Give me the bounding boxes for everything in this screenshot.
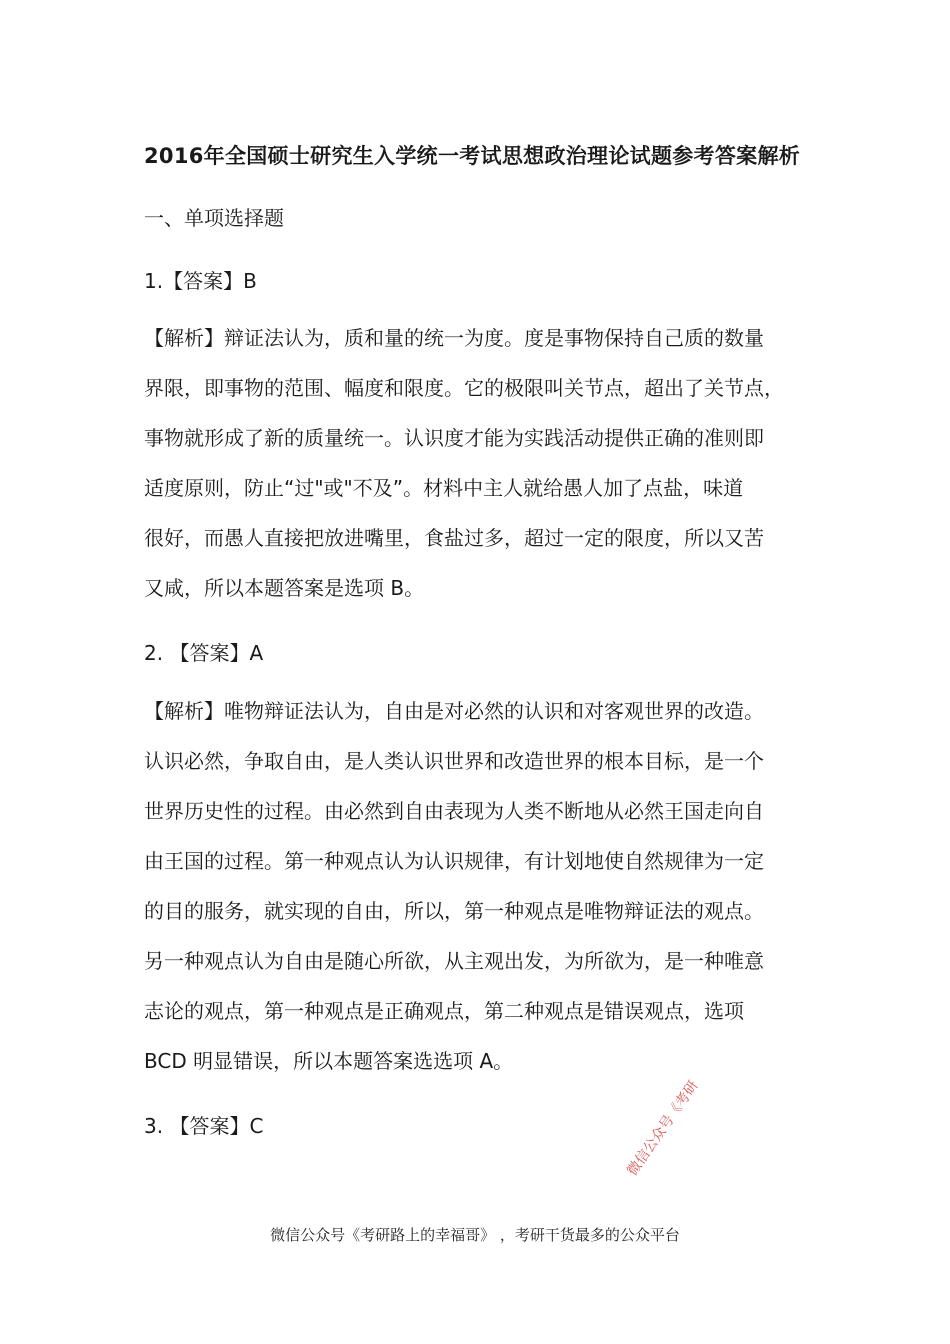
analysis-line: 认识必然，争取自由，是人类认识世界和改造世界的根本目标，是一个 [144, 749, 764, 773]
analysis-line: 志论的观点，第一种观点是正确观点，第二种观点是错误观点，选项 [144, 999, 744, 1023]
analysis-line: 很好，而愚人直接把放进嘴里，食盐过多，超过一定的限度，所以又苦 [144, 526, 764, 550]
question-1-analysis [144, 313, 810, 613]
analysis-line: 的目的服务，就实现的自由，所以，第一种观点是唯物辩证法的观点。 [144, 899, 764, 923]
analysis-line: 由王国的过程。第一种观点认为认识规律，有计划地使自然规律为一定 [144, 849, 764, 873]
analysis-line: BCD 明显错误，所以本题答案选选项 A。 [144, 1049, 514, 1073]
watermark-text: 微信公众号《考研 [624, 1077, 702, 1179]
analysis-line: 另一种观点认为自由是随心所欲，从主观出发，为所欲为，是一种唯意 [144, 949, 764, 973]
analysis-line: 【解析】唯物辩证法认为，自由是对必然的认识和对客观世界的改造。 [144, 699, 764, 723]
analysis-line: 【解析】辩证法认为，质和量的统一为度。度是事物保持自己质的数量 [144, 326, 764, 350]
section-heading: 一、单项选择题 [144, 206, 284, 230]
analysis-line: 世界历史性的过程。由必然到自由表现为人类不断地从必然王国走向自 [144, 799, 764, 823]
question-2-analysis [144, 686, 810, 1086]
analysis-line: 界限，即事物的范围、幅度和限度。它的极限叫关节点，超出了关节点， [144, 376, 784, 400]
document-title: 2016年全国硕士研究生入学统一考试思想政治理论试题参考答案解析 [144, 144, 801, 168]
analysis-line: 又咸，所以本题答案是选项 B。 [144, 576, 425, 600]
question-3-answer: 3. 【答案】C [144, 1114, 264, 1138]
page-footer: 微信公众号《考研路上的幸福哥》 ，考研干货最多的公众平台 [270, 1226, 680, 1244]
analysis-line: 事物就形成了新的质量统一。认识度才能为实践活动提供正确的准则即 [144, 426, 764, 450]
question-2-answer: 2. 【答案】A [144, 641, 264, 665]
analysis-line: 适度原则，防止“过"或"不及”。材料中主人就给愚人加了点盐，味道 [144, 476, 744, 500]
question-1-answer: 1.【答案】B [144, 269, 257, 293]
